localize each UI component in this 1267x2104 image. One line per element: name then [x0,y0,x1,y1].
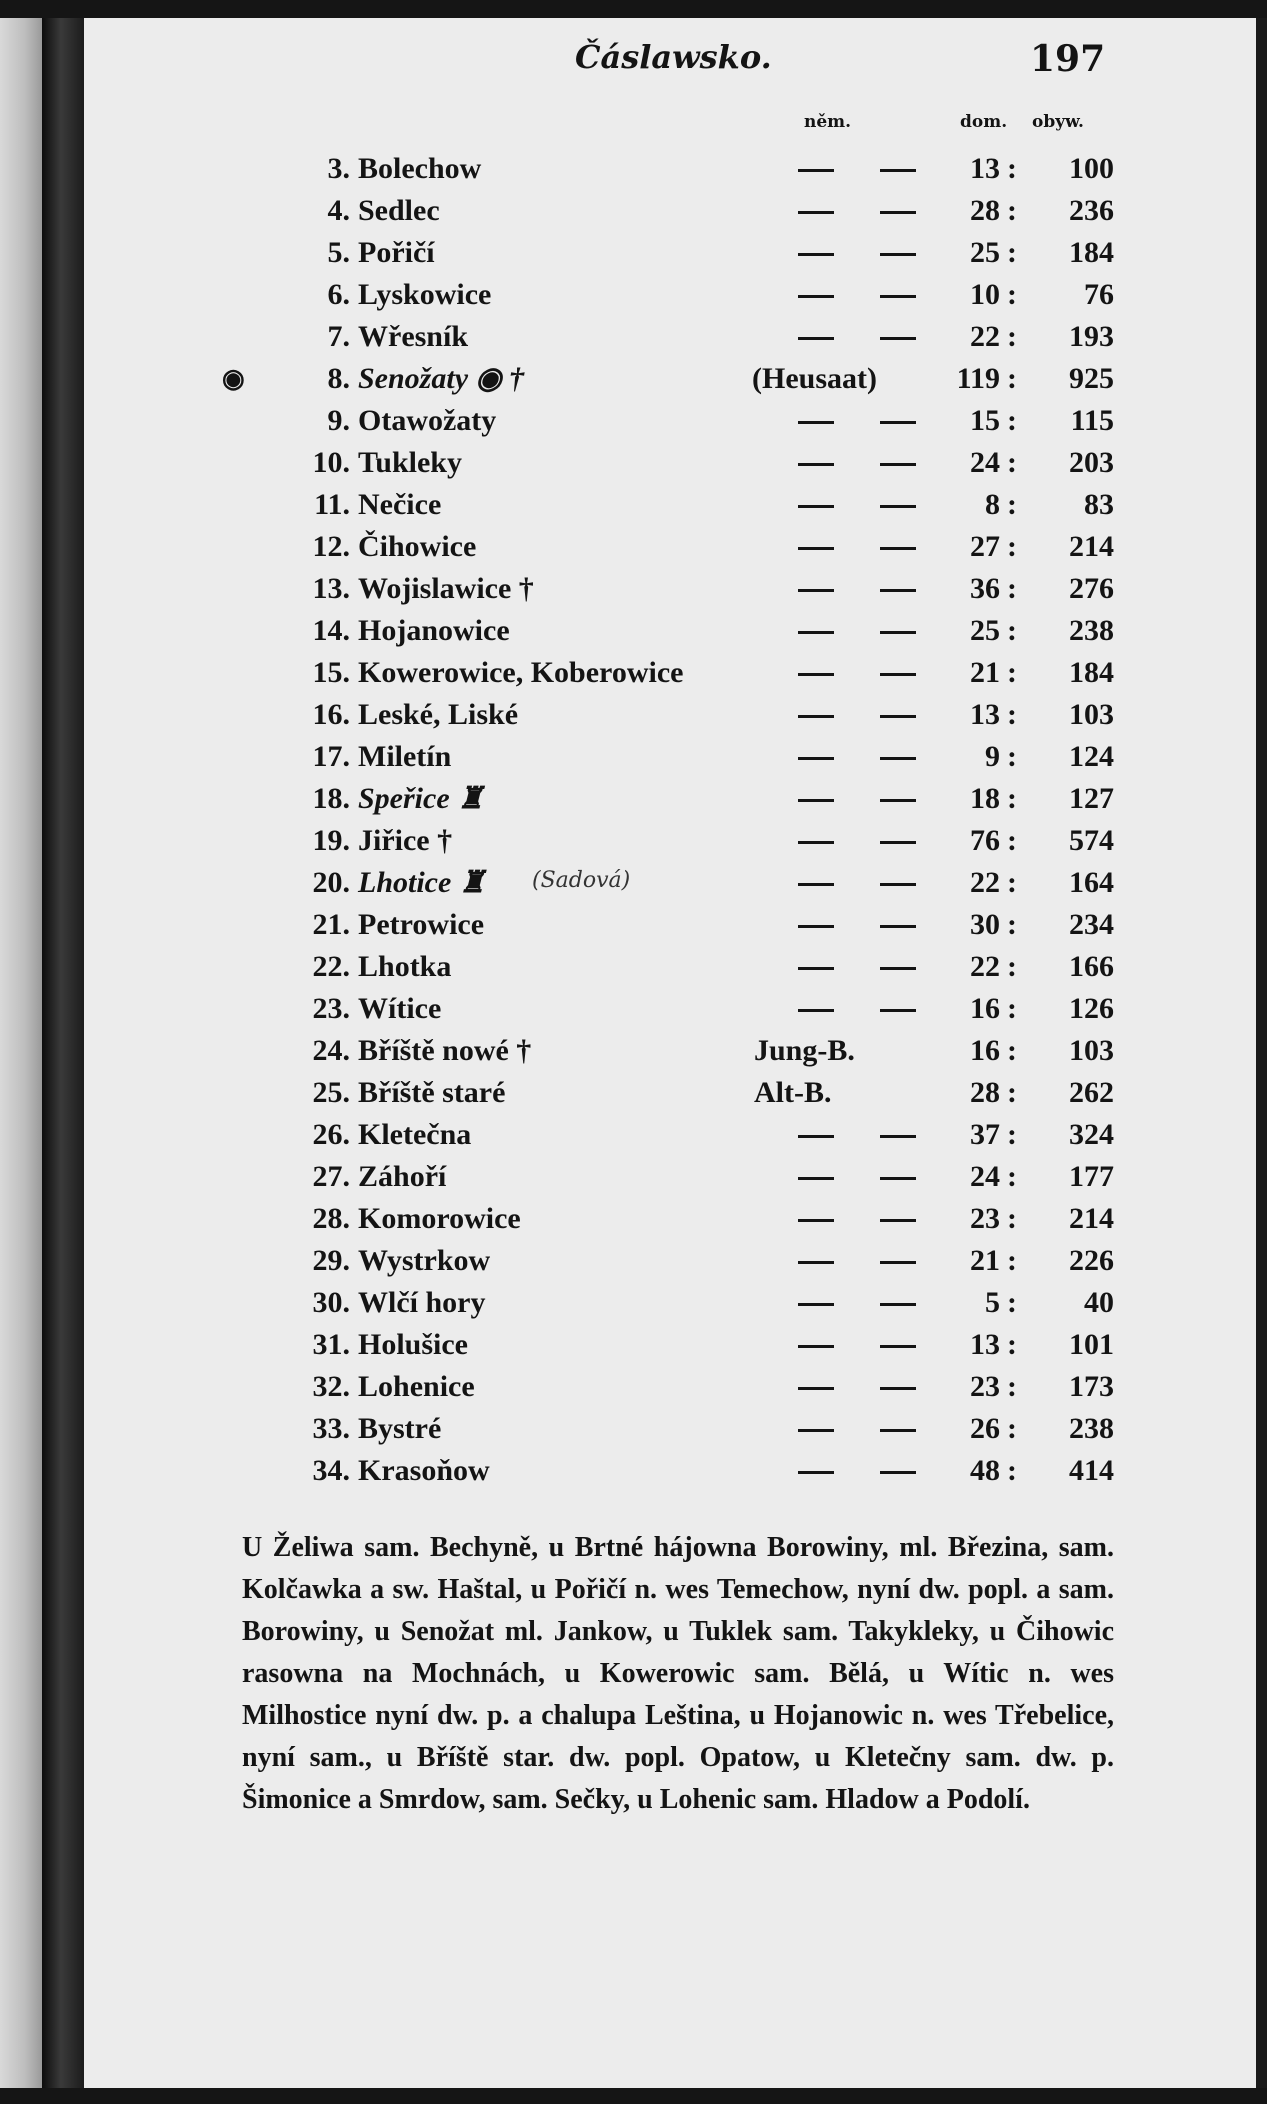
table-row [0,148,1267,190]
inhabitants-count: 238 [1069,1412,1114,1445]
row-number: 25. [312,1076,350,1109]
table-row [0,736,1267,778]
ditto-dash [798,715,834,718]
houses-count: 9 [985,740,1000,773]
ratio-colon: : [1007,740,1017,773]
village-name: Kletečna [358,1118,472,1151]
row-number: 6. [327,278,350,311]
column-header-dom: dom. [960,112,1008,132]
table-row [0,1156,1267,1198]
houses-count: 21 [970,1244,1000,1277]
houses-count: 18 [970,782,1000,815]
table-row [0,946,1267,988]
row-number: 3. [327,152,350,185]
table-row [0,316,1267,358]
table-row [0,1114,1267,1156]
ditto-dash [798,505,834,508]
row-number: 17. [312,740,350,773]
row-number: 32. [312,1370,350,1403]
table-row [0,1324,1267,1366]
german-name: Alt-B. [754,1076,832,1109]
ratio-colon: : [1007,824,1017,857]
column-header-nem: něm. [804,112,852,132]
ditto-dash [798,1303,834,1306]
inhabitants-count: 238 [1069,614,1114,647]
village-table [0,148,1267,1492]
row-number: 15. [312,656,350,689]
houses-count: 24 [970,1160,1000,1193]
table-row [0,820,1267,862]
inhabitants-count: 184 [1069,656,1114,689]
ditto-dash [880,1177,916,1180]
ditto-dash [880,925,916,928]
inhabitants-count: 574 [1069,824,1114,857]
ditto-dash [798,1345,834,1348]
houses-count: 5 [985,1286,1000,1319]
row-number: 31. [312,1328,350,1361]
ditto-dash [798,757,834,760]
village-name: Otawožaty [358,404,497,437]
ditto-dash [798,589,834,592]
table-row [0,904,1267,946]
ditto-dash [798,967,834,970]
ditto-dash [880,715,916,718]
houses-count: 16 [970,1034,1000,1067]
ditto-dash [880,169,916,172]
row-number: 24. [312,1034,350,1067]
ditto-dash [880,463,916,466]
table-row [0,1450,1267,1492]
village-name: Záhoří [358,1160,447,1193]
ditto-dash [880,337,916,340]
running-title: Čáslawsko. [575,38,772,76]
inhabitants-count: 193 [1069,320,1114,353]
village-name: Wlčí hory [358,1286,486,1319]
row-number: 26. [312,1118,350,1151]
table-row [0,1240,1267,1282]
row-number: 8. [327,362,350,395]
table-row [0,1030,1267,1072]
ratio-colon: : [1007,362,1017,395]
ratio-colon: : [1007,1118,1017,1151]
inhabitants-count: 276 [1069,572,1114,605]
village-name: Bystré [358,1412,442,1445]
houses-count: 10 [970,278,1000,311]
handwritten-note: (Sadová) [532,868,631,893]
inhabitants-count: 83 [1084,488,1114,521]
inhabitants-count: 925 [1069,362,1114,395]
row-number: 10. [312,446,350,479]
ditto-dash [798,841,834,844]
table-row [0,400,1267,442]
inhabitants-count: 100 [1069,152,1114,185]
houses-count: 22 [970,320,1000,353]
table-row [0,1198,1267,1240]
village-name: Speřice ♜ [358,782,485,815]
inhabitants-count: 103 [1069,698,1114,731]
ditto-dash [880,1429,916,1432]
table-row [0,1366,1267,1408]
row-number: 5. [327,236,350,269]
ratio-colon: : [1007,1286,1017,1319]
row-number: 4. [327,194,350,227]
inhabitants-count: 236 [1069,194,1114,227]
ditto-dash [880,589,916,592]
inhabitants-count: 76 [1084,278,1114,311]
village-marker-icon: ◉ [222,364,245,393]
houses-count: 26 [970,1412,1000,1445]
inhabitants-count: 115 [1070,404,1114,437]
ditto-dash [798,883,834,886]
column-header-obyv: obyw. [1032,112,1084,132]
table-row [0,358,1267,400]
houses-count: 30 [970,908,1000,941]
row-number: 19. [312,824,350,857]
inhabitants-count: 414 [1069,1454,1114,1487]
inhabitants-count: 40 [1084,1286,1114,1319]
inhabitants-count: 214 [1069,530,1114,563]
village-name: Tukleky [358,446,462,479]
row-number: 30. [312,1286,350,1319]
ratio-colon: : [1007,488,1017,521]
houses-count: 27 [970,530,1000,563]
village-name: Lyskowice [358,278,492,311]
inhabitants-count: 226 [1069,1244,1114,1277]
inhabitants-count: 126 [1069,992,1114,1025]
ditto-dash [798,253,834,256]
row-number: 11. [314,488,350,521]
row-number: 23. [312,992,350,1025]
ditto-dash [798,1135,834,1138]
ratio-colon: : [1007,446,1017,479]
ditto-dash [798,1387,834,1390]
ratio-colon: : [1007,614,1017,647]
inhabitants-count: 234 [1069,908,1114,941]
houses-count: 25 [970,236,1000,269]
ditto-dash [880,799,916,802]
village-name: Krasoňow [358,1454,490,1487]
footnote-paragraph: U Želiwa sam. Bechyně, u Brtné hájowna Borowiny, ml. Březina, sam. Kolčawka a sw. Haštal, u Pořičí n. wes Temechow, nyní dw. popl. a sam. Borowiny, u Senožat ml. Jankow, u Tuklek sam. Takykleky, u Čihowic rasowna na Mochnách, u Kowerowic sam. Bělá, u Wític n. wes Milhostice nyní dw. p. a chalupa Leština, u Hojanowic n. wes Třebelice, nyní sam., u Bříště star. dw. popl. Opatow, u Kletečny sam. dw. p. Šimonice a Smrdow, sam. Sečky, u Lohenic sam. Hladow a Podolí. [242,1532,1114,1815]
ditto-dash [798,925,834,928]
table-row [0,694,1267,736]
ditto-dash [798,463,834,466]
houses-count: 15 [970,404,1000,437]
ditto-dash [880,211,916,214]
ditto-dash [798,1009,834,1012]
village-name: Nečice [358,488,442,521]
ditto-dash [880,1261,916,1264]
ratio-colon: : [1007,782,1017,815]
ditto-dash [880,253,916,256]
inhabitants-count: 214 [1069,1202,1114,1235]
ratio-colon: : [1007,236,1017,269]
ditto-dash [798,1219,834,1222]
ratio-colon: : [1007,992,1017,1025]
ratio-colon: : [1007,572,1017,605]
ratio-colon: : [1007,1034,1017,1067]
ditto-dash [880,631,916,634]
village-name: Kowerowice, Koberowice [358,656,684,689]
german-name: (Heusaat) [752,362,877,395]
row-number: 14. [312,614,350,647]
houses-count: 36 [970,572,1000,605]
houses-count: 21 [970,656,1000,689]
village-name: Sedlec [358,194,440,227]
ratio-colon: : [1007,278,1017,311]
table-row [0,862,1267,904]
village-name: Miletín [358,740,452,773]
ditto-dash [880,1135,916,1138]
ratio-colon: : [1007,320,1017,353]
ratio-colon: : [1007,404,1017,437]
ditto-dash [798,169,834,172]
houses-count: 13 [970,698,1000,731]
ditto-dash [880,967,916,970]
houses-count: 16 [970,992,1000,1025]
ratio-colon: : [1007,1160,1017,1193]
inhabitants-count: 324 [1069,1118,1114,1151]
table-row [0,610,1267,652]
inhabitants-count: 184 [1069,236,1114,269]
houses-count: 76 [970,824,1000,857]
ditto-dash [798,547,834,550]
ratio-colon: : [1007,1454,1017,1487]
row-number: 12. [312,530,350,563]
houses-count: 37 [970,1118,1000,1151]
houses-count: 13 [970,1328,1000,1361]
inhabitants-count: 124 [1069,740,1114,773]
village-name: Wystrkow [358,1244,491,1277]
ditto-dash [798,799,834,802]
row-number: 29. [312,1244,350,1277]
page-header [0,38,1267,88]
houses-count: 23 [970,1370,1000,1403]
ratio-colon: : [1007,950,1017,983]
ditto-dash [880,295,916,298]
houses-count: 13 [970,152,1000,185]
ditto-dash [798,1177,834,1180]
ditto-dash [880,1387,916,1390]
inhabitants-count: 203 [1069,446,1114,479]
row-number: 20. [312,866,350,899]
table-row [0,232,1267,274]
houses-count: 48 [970,1454,1000,1487]
table-row [0,442,1267,484]
ditto-dash [880,673,916,676]
ditto-dash [880,1303,916,1306]
village-name: Bříště nowé † [358,1034,532,1067]
ratio-colon: : [1007,656,1017,689]
village-name: Hojanowice [358,614,510,647]
table-row [0,568,1267,610]
houses-count: 23 [970,1202,1000,1235]
ditto-dash [798,673,834,676]
table-row [0,988,1267,1030]
table-row [0,1072,1267,1114]
ratio-colon: : [1007,152,1017,185]
table-row [0,1282,1267,1324]
table-row [0,1408,1267,1450]
village-name: Bříště staré [358,1076,506,1109]
houses-count: 8 [985,488,1000,521]
table-row [0,274,1267,316]
village-name: Petrowice [358,908,485,941]
ditto-dash [880,547,916,550]
ratio-colon: : [1007,1244,1017,1277]
ditto-dash [880,841,916,844]
village-name: Komorowice [358,1202,521,1235]
inhabitants-count: 103 [1069,1034,1114,1067]
table-row [0,526,1267,568]
ditto-dash [798,421,834,424]
row-number: 27. [312,1160,350,1193]
inhabitants-count: 164 [1069,866,1114,899]
ditto-dash [880,1219,916,1222]
houses-count: 24 [970,446,1000,479]
ratio-colon: : [1007,698,1017,731]
village-name: Lhotice ♜ [358,866,486,899]
village-name: Holušice [358,1328,468,1361]
ditto-dash [798,211,834,214]
inhabitants-count: 177 [1069,1160,1114,1193]
inhabitants-count: 127 [1069,782,1114,815]
row-number: 7. [327,320,350,353]
ditto-dash [798,1261,834,1264]
ditto-dash [798,337,834,340]
ratio-colon: : [1007,1076,1017,1109]
row-number: 18. [312,782,350,815]
ditto-dash [880,757,916,760]
ditto-dash [880,1345,916,1348]
ratio-colon: : [1007,1328,1017,1361]
row-number: 13. [312,572,350,605]
houses-count: 119 [956,362,1000,395]
houses-count: 22 [970,866,1000,899]
ditto-dash [798,631,834,634]
village-name: Leské, Liské [358,698,519,731]
houses-count: 22 [970,950,1000,983]
ditto-dash [880,883,916,886]
ratio-colon: : [1007,866,1017,899]
ratio-colon: : [1007,908,1017,941]
table-row [0,484,1267,526]
table-row [0,652,1267,694]
village-name: Wítice [358,992,442,1025]
ratio-colon: : [1007,194,1017,227]
page-number: 197 [1030,38,1106,80]
ditto-dash [880,1471,916,1474]
ratio-colon: : [1007,1202,1017,1235]
village-name: Senožaty ◉ † [358,362,525,395]
row-number: 21. [312,908,350,941]
row-number: 34. [312,1454,350,1487]
ratio-colon: : [1007,530,1017,563]
village-name: Wřesník [358,320,469,353]
inhabitants-count: 101 [1069,1328,1114,1361]
village-name: Wojislawice † [358,572,534,605]
ditto-dash [798,295,834,298]
village-name: Pořičí [358,236,435,269]
ratio-colon: : [1007,1370,1017,1403]
village-name: Lhotka [358,950,452,983]
houses-count: 28 [970,1076,1000,1109]
row-number: 28. [312,1202,350,1235]
ditto-dash [880,505,916,508]
ditto-dash [798,1429,834,1432]
ratio-colon: : [1007,1412,1017,1445]
german-name: Jung-B. [754,1034,855,1067]
row-number: 9. [327,404,350,437]
ditto-dash [880,1009,916,1012]
inhabitants-count: 262 [1069,1076,1114,1109]
column-headers [0,112,1267,136]
table-row [0,778,1267,820]
houses-count: 25 [970,614,1000,647]
village-name: Čihowice [358,530,477,563]
ditto-dash [798,1471,834,1474]
village-name: Lohenice [358,1370,475,1403]
table-row [0,190,1267,232]
row-number: 16. [312,698,350,731]
inhabitants-count: 166 [1069,950,1114,983]
houses-count: 28 [970,194,1000,227]
inhabitants-count: 173 [1069,1370,1114,1403]
village-name: Jiřice † [358,824,453,857]
village-name: Bolechow [358,152,482,185]
row-number: 33. [312,1412,350,1445]
row-number: 22. [312,950,350,983]
ditto-dash [880,421,916,424]
